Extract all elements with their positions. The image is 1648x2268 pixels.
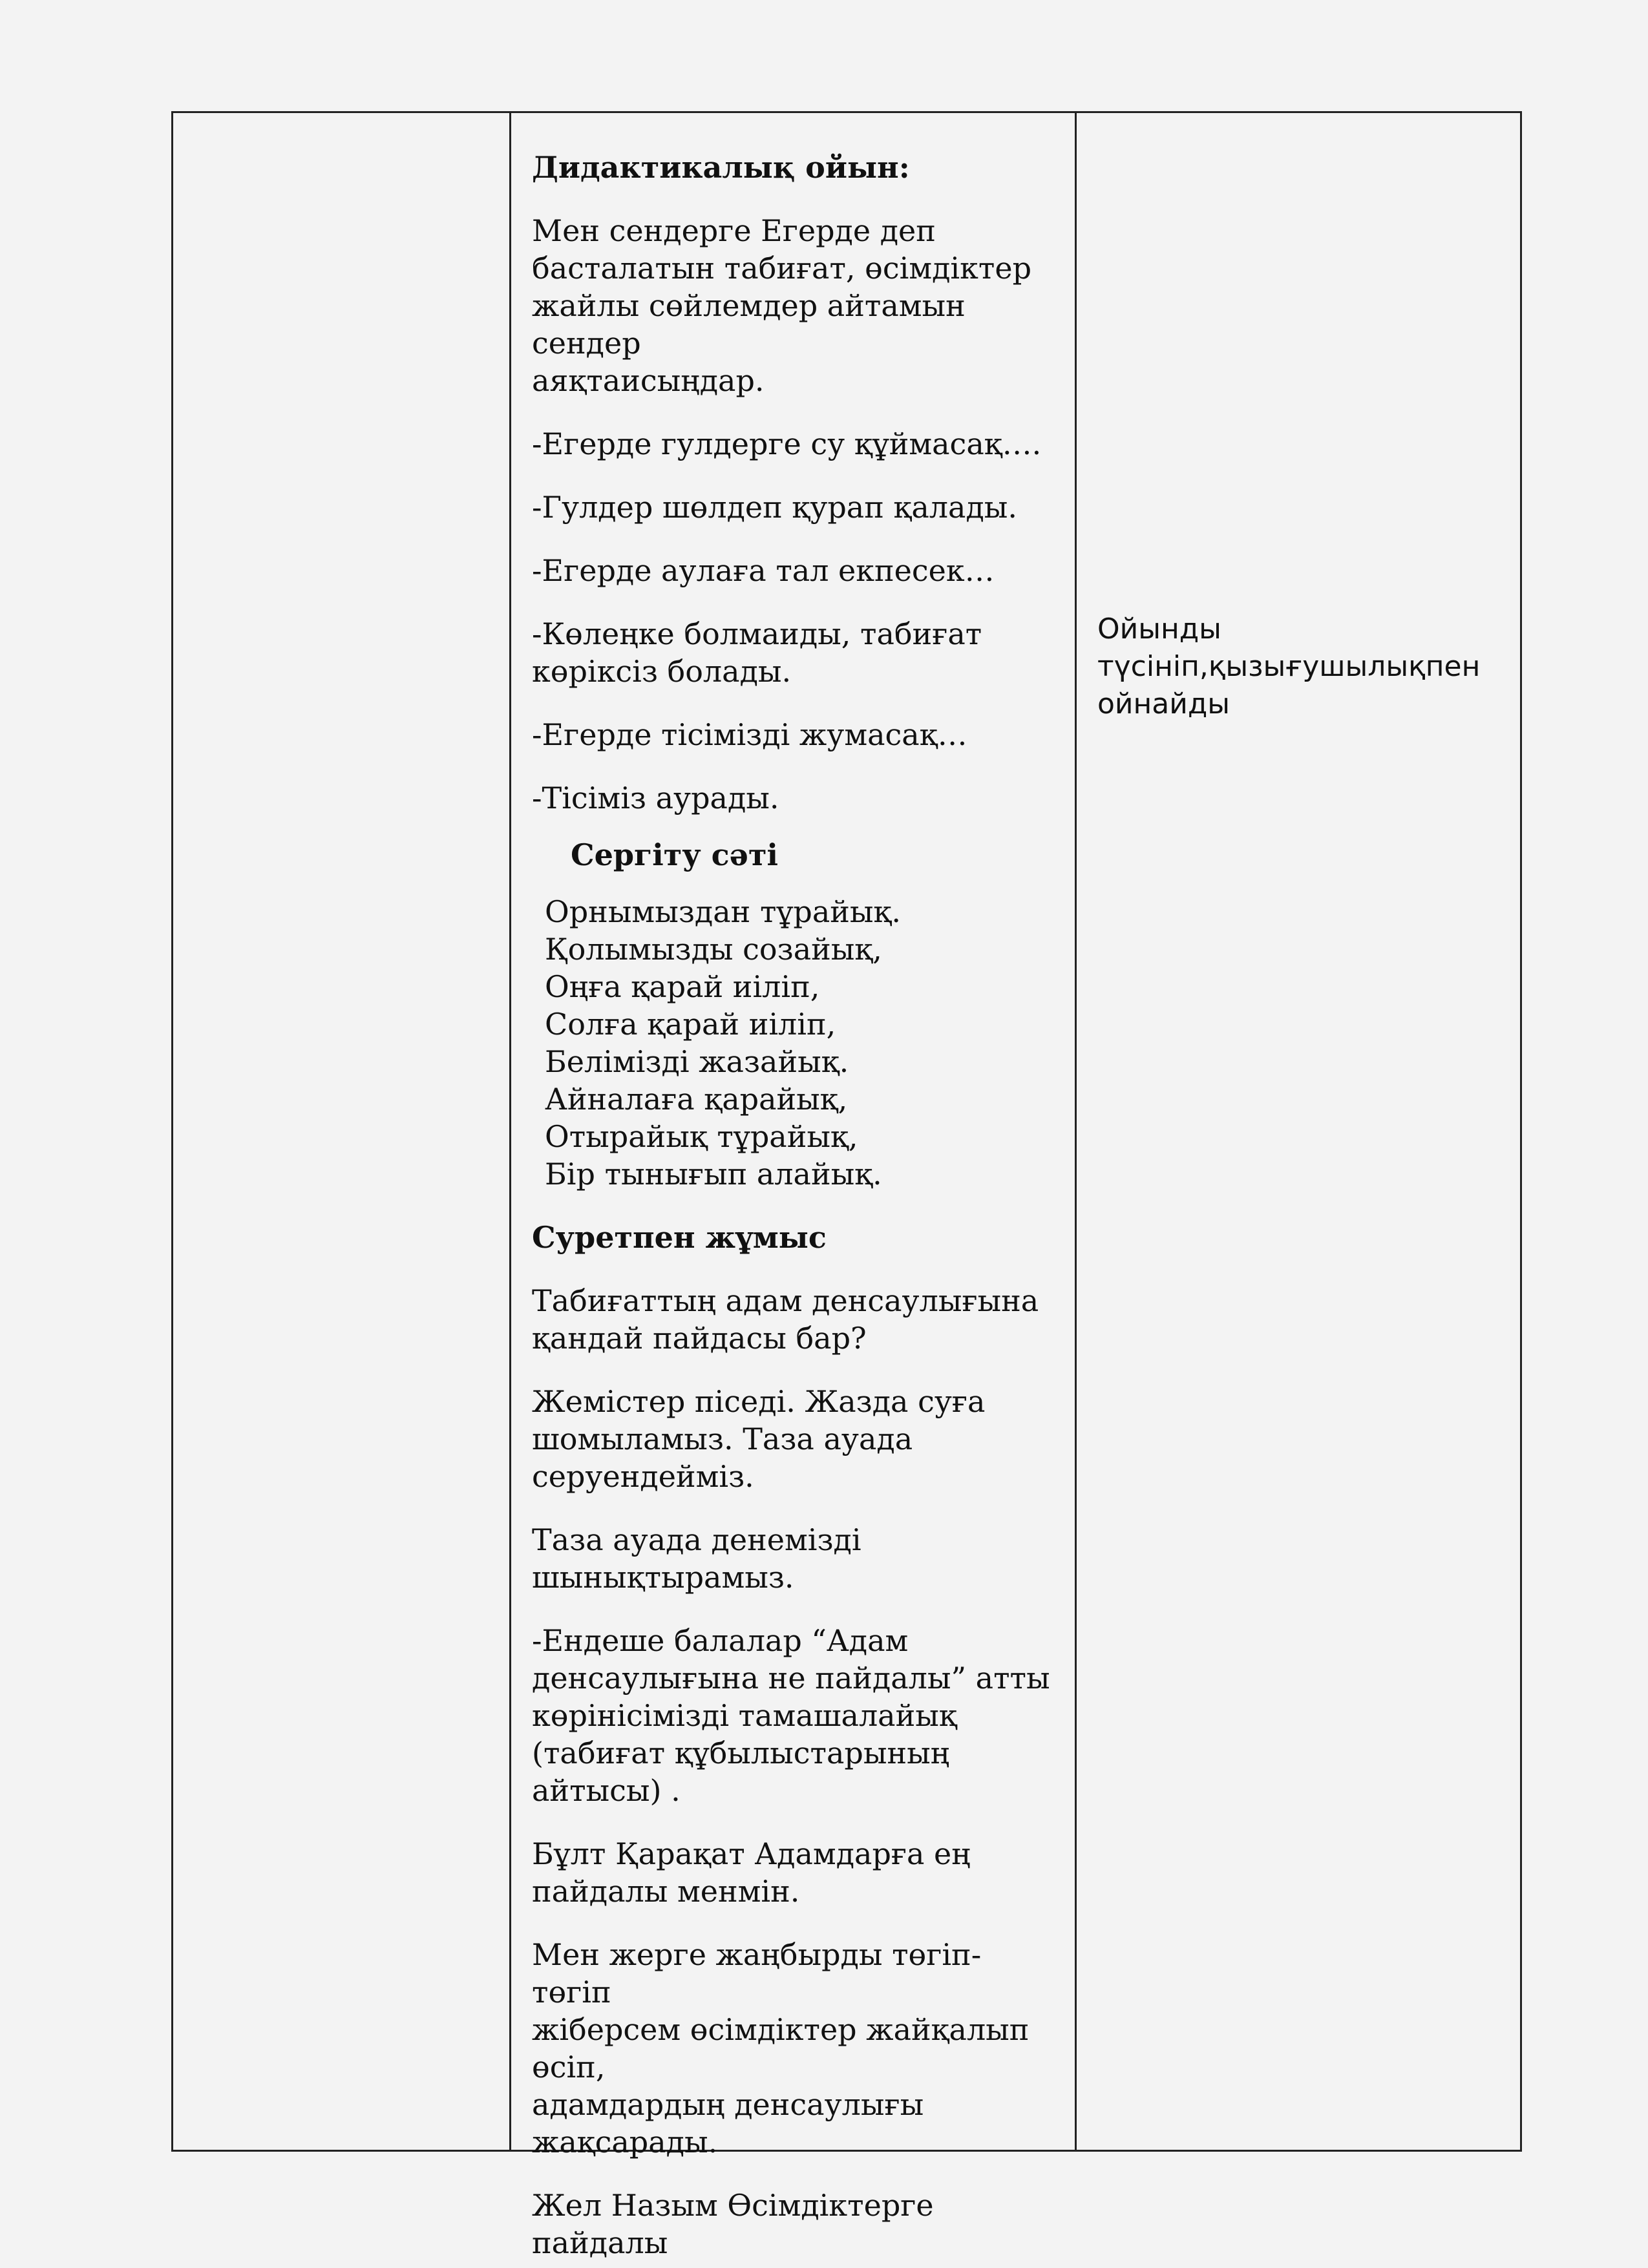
dialogue-line: -Егерде тісімізді жумасақ… xyxy=(532,717,967,752)
middle-column-cell xyxy=(512,113,1075,2260)
exercise-poem: Орнымыздан тұрайық. Қолымызды созайық, Оңға қарай иіліп, Солға қарай иіліп, Белімізді жазайық. Айналаға қарайық, Отырайық тұрайық, Бір тынығып алайық. xyxy=(545,894,902,1192)
dialogue-line: -Гулдер шөлдеп қурап қалады. xyxy=(532,490,1018,525)
heading-picture-work: Суретпен жұмыс xyxy=(532,1220,827,1255)
column-divider xyxy=(1075,113,1077,2150)
dialogue-line: -Көлеңке болмаиды, табиғат көріксіз болады. xyxy=(532,616,982,689)
dialogue-line: -Егерде гулдерге су құймасақ…. xyxy=(532,426,1042,461)
paragraph: Табиғаттың адам денсаулығына қандай пайдасы бар? xyxy=(532,1283,1039,1356)
student-activity-text: Ойынды түсініп,қызығушылықпен ойнайды xyxy=(1097,613,1481,720)
heading-didactic-game: Дидактикалық ойын: xyxy=(532,150,910,185)
paragraph: Бұлт Қарақат Адамдарға ең пайдалы менмін. xyxy=(532,1836,971,1909)
dialogue-line: -Тісіміз аурады. xyxy=(532,781,779,815)
paragraph: Жемістер піседі. Жазда суға шомыламыз. Таза ауада серуендейміз. xyxy=(532,1384,986,1494)
right-column-cell xyxy=(1078,113,1524,2150)
intro-paragraph: Мен сендерге Егерде деп басталатын табиғат, өсімдіктер жайлы сөйлемдер айтамын сендер аяқтаисыңдар. xyxy=(532,213,1032,398)
paragraph: Жел Назым Өсімдіктерге пайдалы xyxy=(532,2188,934,2260)
paragraph: -Ендеше балалар “Адам денсаулығына не пайдалы” атты көрінісімізді тамашалайық (табиғат құбылыстарының айтысы) . xyxy=(532,1623,1050,1808)
lesson-table xyxy=(171,111,1522,2260)
dialogue-line: -Егерде аулаға тал екпесек… xyxy=(532,553,995,588)
column-divider xyxy=(509,113,511,2150)
paragraph: Таза ауада денемізді шынықтырамыз. xyxy=(532,1522,861,1595)
heading-exercise: Сергіту сәті xyxy=(571,837,778,872)
paragraph: Мен жерге жаңбырды төгіп- төгіп жіберсем өсімдіктер жайқалып өсіп, адамдардың денсаулығы жақсарады. xyxy=(532,1937,1030,2159)
left-column-cell xyxy=(173,113,509,2150)
